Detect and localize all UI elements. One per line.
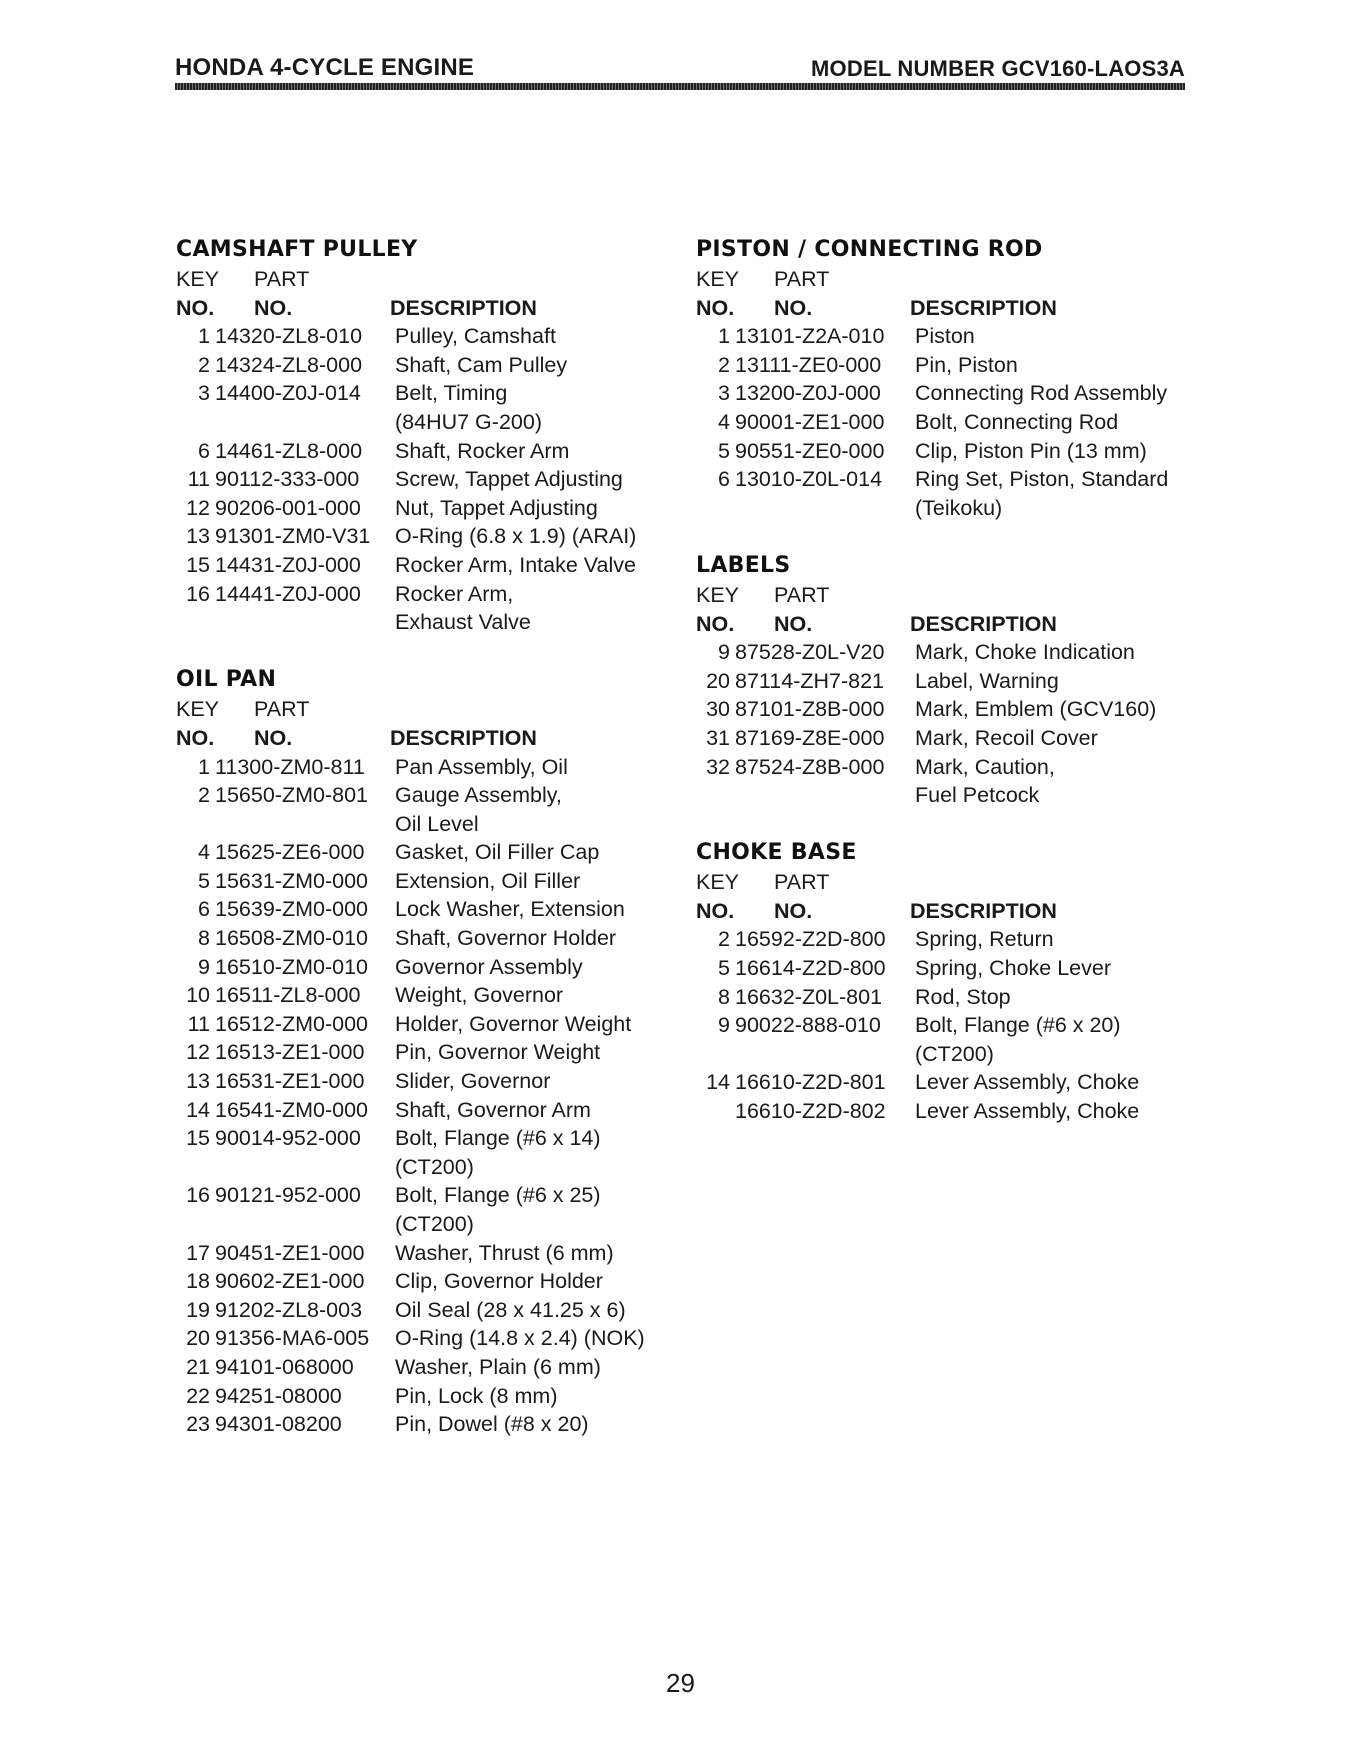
key-number: [696, 494, 730, 523]
part-number: 13101-Z2A-010: [735, 324, 885, 349]
section-gap: [696, 810, 1196, 839]
key-number: 23: [186, 1412, 210, 1437]
part-number: 15631-ZM0-000: [215, 868, 368, 893]
description-header: DESCRIPTION: [910, 611, 1057, 636]
part-number: 11300-ZM0-811: [215, 754, 365, 779]
parts-row: [176, 608, 676, 637]
key-number: 17: [186, 1240, 210, 1265]
section-choke-base: [696, 838, 1196, 1125]
key-number: 1: [718, 324, 730, 349]
part-description: Shaft, Rocker Arm: [395, 438, 570, 463]
part-description: Clip, Governor Holder: [395, 1269, 603, 1294]
part-number: 16531-ZE1-000: [215, 1069, 365, 1094]
column-header-row: [696, 897, 1196, 926]
key-number: 16: [186, 1183, 210, 1208]
key-number: 30: [706, 697, 730, 722]
parts-row: [696, 379, 1196, 408]
part-number: 87101-Z8B-000: [735, 697, 885, 722]
parts-row: [176, 981, 676, 1010]
section-camshaft-pulley: [176, 235, 676, 637]
key-number: 11: [187, 467, 210, 492]
part-description: Mark, Caution,: [915, 754, 1055, 779]
part-description: Lock Washer, Extension: [395, 897, 625, 922]
key-number: [176, 1210, 210, 1239]
key-no-header: NO.: [176, 295, 215, 320]
part-description: (Teikoku): [915, 495, 1003, 520]
part-description: Shaft, Governor Arm: [395, 1097, 591, 1122]
part-description: Mark, Choke Indication: [915, 640, 1135, 665]
part-description: Lever Assembly, Choke: [915, 1070, 1140, 1095]
key-number: 6: [198, 897, 210, 922]
parts-row: [176, 322, 676, 351]
key-number: 19: [186, 1297, 210, 1322]
part-number: 14324-ZL8-000: [215, 352, 363, 377]
parts-row: [696, 983, 1196, 1012]
header-title: HONDA 4-CYCLE ENGINE: [175, 54, 475, 81]
key-no-header: NO.: [696, 611, 735, 636]
part-description: Clip, Piston Pin (13 mm): [915, 438, 1147, 463]
part-description: Shaft, Governor Holder: [395, 926, 617, 951]
parts-row: [176, 465, 676, 494]
part-no-header: NO.: [774, 611, 813, 636]
part-header: PART: [254, 697, 310, 722]
part-header: PART: [774, 267, 830, 291]
key-number: 12: [186, 495, 210, 520]
part-number: 16592-Z2D-800: [735, 927, 886, 952]
part-description: Nut, Tappet Adjusting: [395, 495, 598, 520]
part-description: Label, Warning: [915, 668, 1059, 693]
part-number: 90121-952-000: [215, 1183, 361, 1208]
parts-row: [176, 1296, 676, 1325]
part-number: 87528-Z0L-V20: [735, 640, 885, 665]
key-header: KEY: [696, 870, 740, 895]
part-number: 87524-Z8B-000: [735, 754, 885, 779]
part-number: 91356-MA6-005: [215, 1326, 370, 1351]
part-description: Exhaust Valve: [395, 610, 531, 635]
key-number: 2: [718, 927, 730, 952]
parts-row: [696, 437, 1196, 466]
part-number: 91301-ZM0-V31: [215, 524, 371, 549]
key-number: 14: [186, 1097, 210, 1122]
column-header-row: [696, 610, 1196, 639]
parts-row: [696, 1011, 1196, 1040]
part-description: Spring, Choke Lever: [915, 956, 1111, 981]
column-header-row: [176, 294, 676, 323]
part-description: Extension, Oil Filler: [395, 868, 581, 893]
parts-row: [176, 781, 676, 810]
part-no-header: NO.: [774, 898, 813, 923]
column-header-row: [176, 695, 676, 724]
part-number: 90602-ZE1-000: [215, 1269, 365, 1294]
part-description: Mark, Emblem (GCV160): [915, 697, 1157, 722]
part-description: Rocker Arm, Intake Valve: [395, 552, 636, 577]
part-number: 16610-Z2D-802: [735, 1099, 886, 1124]
key-number: 10: [186, 983, 210, 1008]
part-description: Bolt, Connecting Rod: [915, 409, 1119, 434]
parts-row: [176, 1010, 676, 1039]
part-description: (CT200): [395, 1212, 474, 1236]
part-description: Ring Set, Piston, Standard: [915, 467, 1169, 492]
header-rule: [175, 83, 1185, 90]
key-number: 12: [186, 1040, 210, 1065]
part-description: (CT200): [915, 1041, 994, 1066]
part-description: Bolt, Flange (#6 x 20): [915, 1013, 1121, 1038]
part-description: Gauge Assembly,: [395, 783, 562, 808]
parts-row: [696, 695, 1196, 724]
key-number: 20: [706, 668, 730, 693]
key-number: [176, 810, 210, 839]
part-number: 16510-ZM0-010: [215, 954, 368, 979]
parts-row: [696, 408, 1196, 437]
part-number: [210, 1210, 395, 1239]
key-number: 9: [718, 1013, 730, 1038]
key-number: 18: [186, 1269, 210, 1294]
parts-row: [176, 522, 676, 551]
parts-row: [696, 351, 1196, 380]
part-number: [210, 608, 395, 637]
key-number: 3: [198, 381, 210, 406]
part-description: O-Ring (14.8 x 2.4) (NOK): [395, 1326, 645, 1351]
part-number: 87169-Z8E-000: [735, 725, 885, 750]
key-number: 21: [186, 1354, 210, 1379]
part-number: [730, 781, 915, 810]
part-number: 16632-Z0L-801: [735, 984, 883, 1009]
part-number: 90022-888-010: [735, 1013, 881, 1038]
parts-row: [696, 465, 1196, 494]
part-number: 94101-068000: [215, 1354, 354, 1379]
part-number: 94301-08200: [215, 1412, 342, 1437]
parts-row: [696, 1040, 1196, 1069]
parts-row: [176, 1267, 676, 1296]
part-number: [730, 494, 915, 523]
part-number: 90014-952-000: [215, 1126, 361, 1151]
column-header-row: [696, 294, 1196, 323]
part-description: Slider, Governor: [395, 1069, 551, 1094]
parts-row: [696, 753, 1196, 782]
part-description: Bolt, Flange (#6 x 25): [395, 1183, 601, 1208]
parts-row: [176, 753, 676, 782]
part-description: Mark, Recoil Cover: [915, 725, 1098, 750]
key-header: KEY: [176, 697, 220, 722]
key-number: 9: [718, 640, 730, 665]
key-number: [696, 781, 730, 810]
key-number: 2: [718, 352, 730, 377]
key-number: 8: [718, 984, 730, 1009]
parts-row: [696, 1097, 1196, 1126]
key-no-header: NO.: [176, 725, 215, 750]
part-number: 87114-ZH7-821: [735, 668, 884, 693]
description-header: DESCRIPTION: [390, 295, 537, 320]
key-no-header: NO.: [696, 295, 735, 320]
part-number: [210, 810, 395, 839]
part-number: 16511-ZL8-000: [215, 983, 361, 1008]
parts-row: [176, 838, 676, 867]
parts-row: [696, 724, 1196, 753]
parts-row: [176, 351, 676, 380]
part-description: Gasket, Oil Filler Cap: [395, 840, 600, 865]
part-number: 16614-Z2D-800: [735, 956, 886, 981]
key-number: 5: [718, 438, 730, 463]
part-description: Bolt, Flange (#6 x 14): [395, 1126, 601, 1151]
part-number: 16513-ZE1-000: [215, 1040, 365, 1065]
key-number: 3: [718, 381, 730, 406]
part-description: Pin, Lock (8 mm): [395, 1383, 558, 1408]
key-no-header: NO.: [696, 898, 735, 923]
part-description: (CT200): [395, 1154, 474, 1179]
page-header: [175, 54, 1185, 84]
part-number: 94251-08000: [215, 1383, 342, 1408]
part-number: 90001-ZE1-000: [735, 409, 885, 434]
part-description: Rod, Stop: [915, 984, 1011, 1009]
part-description: Belt, Timing: [395, 381, 508, 406]
part-number: 90451-ZE1-000: [215, 1240, 365, 1265]
part-number: [730, 1040, 915, 1069]
part-number: 16610-Z2D-801: [735, 1070, 886, 1095]
parts-row: [176, 1353, 676, 1382]
part-description: O-Ring (6.8 x 1.9) (ARAI): [395, 524, 637, 549]
part-description: Connecting Rod Assembly: [915, 381, 1168, 406]
parts-row: [176, 1324, 676, 1353]
part-number: [210, 408, 395, 437]
description-header: DESCRIPTION: [910, 898, 1057, 923]
section-piston-connecting-rod: [696, 235, 1196, 522]
key-number: [176, 1153, 210, 1182]
parts-row: [176, 924, 676, 953]
parts-row: [696, 638, 1196, 667]
key-number: 8: [198, 926, 210, 951]
part-description: Pan Assembly, Oil: [395, 754, 568, 779]
parts-row: [696, 1068, 1196, 1097]
section-gap: [696, 522, 1196, 551]
part-header: PART: [774, 870, 830, 895]
key-number: 16: [186, 581, 210, 606]
part-no-header: NO.: [774, 295, 813, 320]
parts-row: [176, 551, 676, 580]
parts-row: [176, 1153, 676, 1182]
part-description: Governor Assembly: [395, 954, 583, 979]
key-number: [696, 1097, 730, 1126]
part-description: Holder, Governor Weight: [395, 1011, 632, 1036]
parts-row: [696, 667, 1196, 696]
part-number: [210, 1153, 395, 1182]
part-number: 14461-ZL8-000: [215, 438, 363, 463]
part-header: PART: [254, 267, 310, 291]
key-number: 15: [186, 552, 210, 577]
section-oil-pan: [176, 665, 676, 1438]
section-title: CAMSHAFT PULLEY: [176, 237, 418, 262]
parts-row: [696, 781, 1196, 810]
description-header: DESCRIPTION: [390, 725, 537, 750]
left-column: [176, 235, 676, 1439]
part-description: (84HU7 G-200): [395, 409, 542, 434]
key-header: KEY: [176, 267, 220, 291]
key-number: 2: [198, 783, 210, 808]
part-description: Screw, Tappet Adjusting: [395, 467, 623, 492]
section-gap: [176, 637, 676, 666]
parts-row: [176, 494, 676, 523]
part-description: Washer, Plain (6 mm): [395, 1354, 601, 1379]
key-number: 4: [198, 840, 210, 865]
section-title: PISTON / CONNECTING ROD: [696, 237, 1043, 262]
key-number: 11: [187, 1011, 210, 1036]
key-number: 5: [718, 956, 730, 981]
key-number: 5: [198, 868, 210, 893]
parts-row: [176, 867, 676, 896]
parts-row: [176, 1210, 676, 1239]
parts-row: [176, 1239, 676, 1268]
parts-row: [176, 379, 676, 408]
key-number: 31: [706, 725, 730, 750]
part-description: Weight, Governor: [395, 983, 564, 1008]
part-description: Rocker Arm,: [395, 581, 514, 606]
section-labels: [696, 551, 1196, 810]
part-number: 14400-Z0J-014: [215, 381, 361, 406]
key-number: [176, 608, 210, 637]
part-number: 15639-ZM0-000: [215, 897, 368, 922]
key-number: 22: [186, 1383, 210, 1408]
part-description: Pin, Piston: [915, 352, 1018, 377]
part-description: Lever Assembly, Choke: [915, 1099, 1140, 1124]
header-model-number: MODEL NUMBER GCV160-LAOS3A: [811, 56, 1185, 81]
part-description: Oil Seal (28 x 41.25 x 6): [395, 1297, 626, 1322]
part-description: Washer, Thrust (6 mm): [395, 1240, 614, 1265]
key-number: 6: [718, 467, 730, 492]
part-number: 90206-001-000: [215, 495, 361, 520]
key-number: 1: [198, 754, 210, 779]
parts-row: [176, 1067, 676, 1096]
part-number: 13200-Z0J-000: [735, 381, 881, 406]
part-description: Oil Level: [395, 811, 479, 836]
key-header: KEY: [696, 582, 740, 607]
key-number: 14: [706, 1070, 730, 1095]
part-number: 16541-ZM0-000: [215, 1097, 368, 1122]
parts-row: [176, 408, 676, 437]
parts-row: [176, 437, 676, 466]
key-header: KEY: [696, 267, 740, 291]
parts-row: [176, 810, 676, 839]
key-number: 6: [198, 438, 210, 463]
parts-row: [696, 322, 1196, 351]
key-number: 20: [186, 1326, 210, 1351]
section-title: LABELS: [696, 552, 791, 578]
part-number: 90551-ZE0-000: [735, 438, 885, 463]
part-number: 14320-ZL8-010: [215, 324, 363, 349]
key-number: [176, 408, 210, 437]
part-description: Fuel Petcock: [915, 783, 1040, 808]
key-number: 2: [198, 352, 210, 377]
part-number: 91202-ZL8-003: [215, 1297, 363, 1322]
parts-row: [176, 1410, 676, 1439]
parts-row: [176, 1038, 676, 1067]
part-description: Pulley, Camshaft: [395, 324, 556, 349]
key-number: 13: [186, 1069, 210, 1094]
part-number: 13010-Z0L-014: [735, 467, 883, 492]
part-number: 14431-Z0J-000: [215, 552, 361, 577]
column-header-row: [176, 265, 676, 294]
parts-row: [696, 925, 1196, 954]
part-number: 90112-333-000: [215, 467, 360, 492]
section-title: CHOKE BASE: [696, 840, 857, 866]
part-number: 16512-ZM0-000: [215, 1011, 368, 1036]
column-header-row: [176, 724, 676, 753]
part-number: 13111-ZE0-000: [735, 352, 882, 377]
parts-row: [176, 580, 676, 609]
description-header: DESCRIPTION: [910, 295, 1057, 320]
parts-row: [176, 1124, 676, 1153]
parts-row: [176, 1382, 676, 1411]
parts-row: [696, 954, 1196, 983]
part-no-header: NO.: [254, 295, 293, 320]
key-number: 9: [198, 954, 210, 979]
column-header-row: [696, 868, 1196, 897]
parts-row: [176, 953, 676, 982]
part-description: Pin, Governor Weight: [395, 1040, 601, 1065]
parts-row: [176, 895, 676, 924]
part-number: 14441-Z0J-000: [215, 581, 361, 606]
key-number: 13: [186, 524, 210, 549]
part-number: 15625-ZE6-000: [215, 840, 365, 865]
page-number: 29: [666, 1668, 695, 1698]
part-description: Pin, Dowel (#8 x 20): [395, 1412, 589, 1437]
column-header-row: [696, 581, 1196, 610]
parts-row: [176, 1181, 676, 1210]
key-number: 4: [718, 409, 730, 434]
right-column: [696, 235, 1196, 1126]
part-number: 16508-ZM0-010: [215, 926, 368, 951]
part-description: Spring, Return: [915, 927, 1054, 952]
key-number: [696, 1040, 730, 1069]
section-title: OIL PAN: [176, 667, 277, 693]
part-no-header: NO.: [254, 725, 293, 750]
parts-row: [176, 1096, 676, 1125]
key-number: 1: [198, 324, 210, 349]
part-description: Shaft, Cam Pulley: [395, 352, 568, 377]
key-number: 15: [186, 1126, 210, 1151]
part-description: Piston: [915, 324, 975, 349]
key-number: 32: [706, 754, 730, 779]
parts-row: [696, 494, 1196, 523]
part-header: PART: [774, 582, 830, 607]
column-header-row: [696, 265, 1196, 294]
part-number: 15650-ZM0-801: [215, 783, 368, 808]
